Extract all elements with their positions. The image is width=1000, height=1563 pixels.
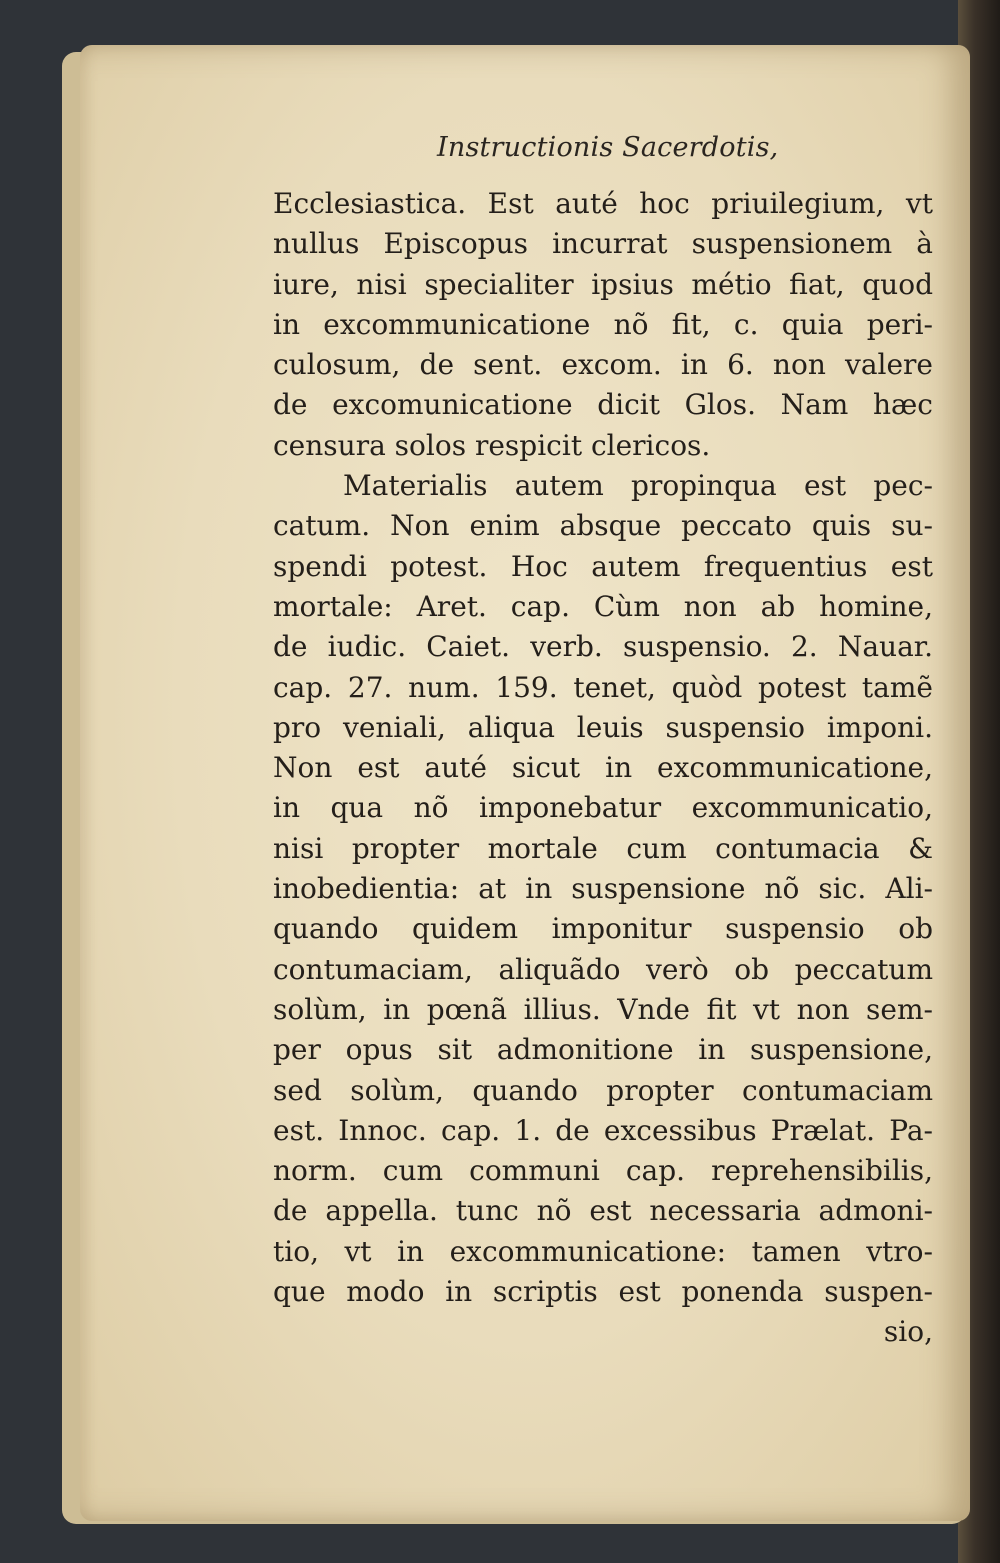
text-line: tio, vt in excommunicatione: tamen vtro- <box>273 1234 933 1268</box>
text-line: de appella. tunc nõ est necessaria admoni- <box>273 1194 933 1228</box>
text-line: per opus sit admonitione in suspensione, <box>273 1033 933 1067</box>
text-line: quando quidem imponitur suspensio ob <box>273 912 933 946</box>
text-line: Ecclesiastica. Est auté hoc priuilegium, vt <box>273 187 933 220</box>
text-line: que modo in scriptis est ponenda suspen- <box>273 1275 933 1309</box>
text-line: catum. Non enim absque peccato quis su- <box>273 509 933 543</box>
text-line: culosum, de sent. excom. in 6. non valere <box>273 348 933 382</box>
text-line: in excommunicatione nõ fit, c. quia peri- <box>273 307 933 341</box>
catchword: sio, <box>883 1315 933 1349</box>
text-line-paragraph-start: Materialis autem propinqua est pec- <box>343 469 933 503</box>
running-head: Instructionis Sacerdotis, <box>437 132 779 163</box>
text-line: nisi propter mortale cum contumacia & <box>273 831 933 865</box>
text-line: nullus Episcopus incurrat suspensionem à <box>273 227 933 261</box>
text-line: pro veniali, aliqua leuis suspensio imponi. <box>273 710 933 744</box>
text-line: de iudic. Caiet. verb. suspensio. 2. Nauar. <box>273 630 933 664</box>
text-line: iure, nisi specialiter ipsius métio fiat, quod <box>273 267 933 301</box>
text-line: inobedientia: at in suspensione nõ sic. Ali- <box>273 872 933 906</box>
text-line: censura solos respicit clericos. <box>273 428 711 462</box>
text-line: Non est auté sicut in excommunicatione, <box>273 751 933 785</box>
text-line: contumaciam, aliquãdo verò ob peccatum <box>273 952 933 986</box>
text-line: de excomunicatione dicit Glos. Nam hæc <box>273 388 933 422</box>
text-line: solùm, in pœnã illius. Vnde fit vt non sem- <box>273 992 933 1026</box>
body-text <box>273 184 933 1353</box>
text-line: spendi potest. Hoc autem frequentius est <box>273 549 933 583</box>
text-line: sed solùm, quando propter contumaciam <box>273 1073 933 1107</box>
text-line: norm. cum communi cap. reprehensibilis, <box>273 1154 933 1188</box>
text-line: in qua nõ imponebatur excommunicatio, <box>273 791 933 825</box>
text-line: mortale: Aret. cap. Cùm non ab homine, <box>273 589 933 623</box>
text-line: cap. 27. num. 159. tenet, quòd potest tamẽ <box>273 670 933 704</box>
text-line: est. Innoc. cap. 1. de excessibus Prælat. Pa- <box>273 1113 933 1147</box>
